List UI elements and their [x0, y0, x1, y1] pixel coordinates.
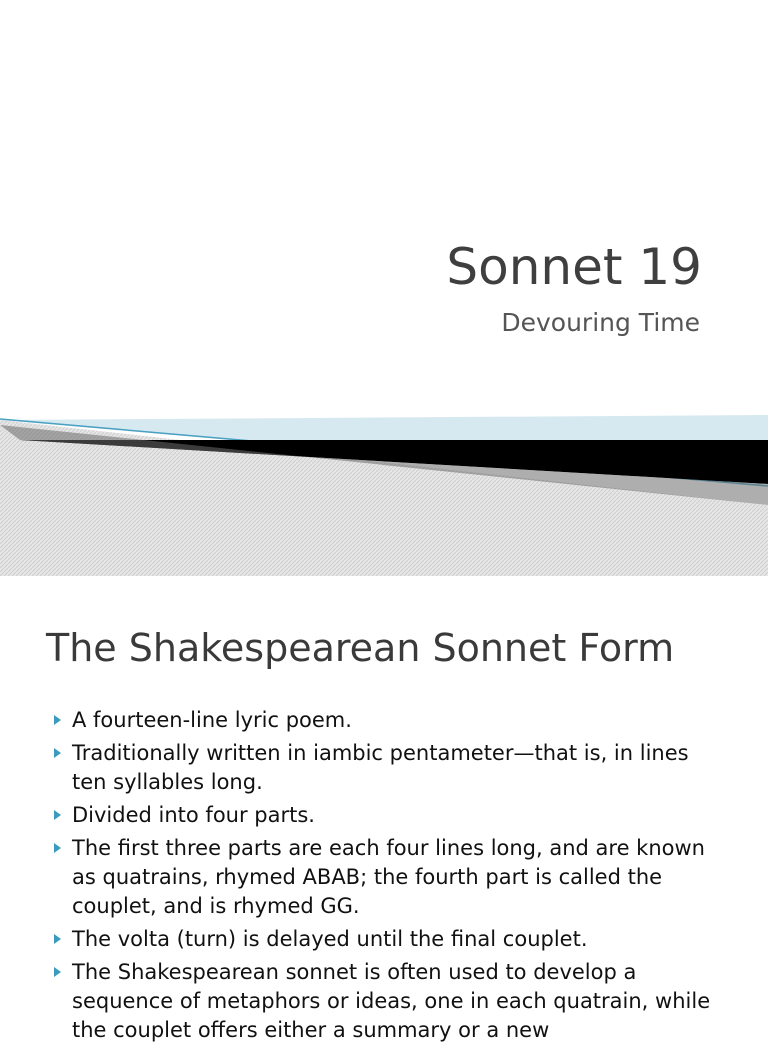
bullet-text: A fourteen-line lyric poem. [72, 708, 352, 732]
bullet-item [48, 925, 728, 954]
bullet-item [48, 706, 728, 735]
bullet-list [48, 706, 728, 1049]
bullet-text: The volta (turn) is delayed until the final couplet. [72, 927, 588, 951]
content-slide [0, 576, 768, 1042]
slide-subtitle: Devouring Time [501, 308, 700, 337]
triangle-bullet-icon [54, 748, 61, 758]
triangle-bullet-icon [54, 715, 61, 725]
triangle-bullet-icon [54, 843, 61, 853]
bullet-item [48, 958, 728, 1045]
bullet-item [48, 801, 728, 830]
bullet-text: The first three parts are each four lines long, and are known as quatrains, rhymed ABAB; the fourth part is called the couplet, and is rhymed GG. [72, 836, 705, 918]
bullet-text: The Shakespearean sonnet is often used to develop a sequence of metaphors or ideas, one in each quatrain, while the couplet offers either a summary or a new [72, 960, 711, 1042]
triangle-bullet-icon [54, 967, 61, 977]
slide-title: Sonnet 19 [446, 238, 702, 296]
triangle-bullet-icon [54, 810, 61, 820]
bullet-item [48, 834, 728, 921]
slide-heading: The Shakespearean Sonnet Form [46, 626, 675, 670]
bullet-text: Traditionally written in iambic pentameter—that is, in lines ten syllables long. [72, 741, 689, 794]
triangle-bullet-icon [54, 934, 61, 944]
bullet-text: Divided into four parts. [72, 803, 315, 827]
bullet-item [48, 739, 728, 797]
